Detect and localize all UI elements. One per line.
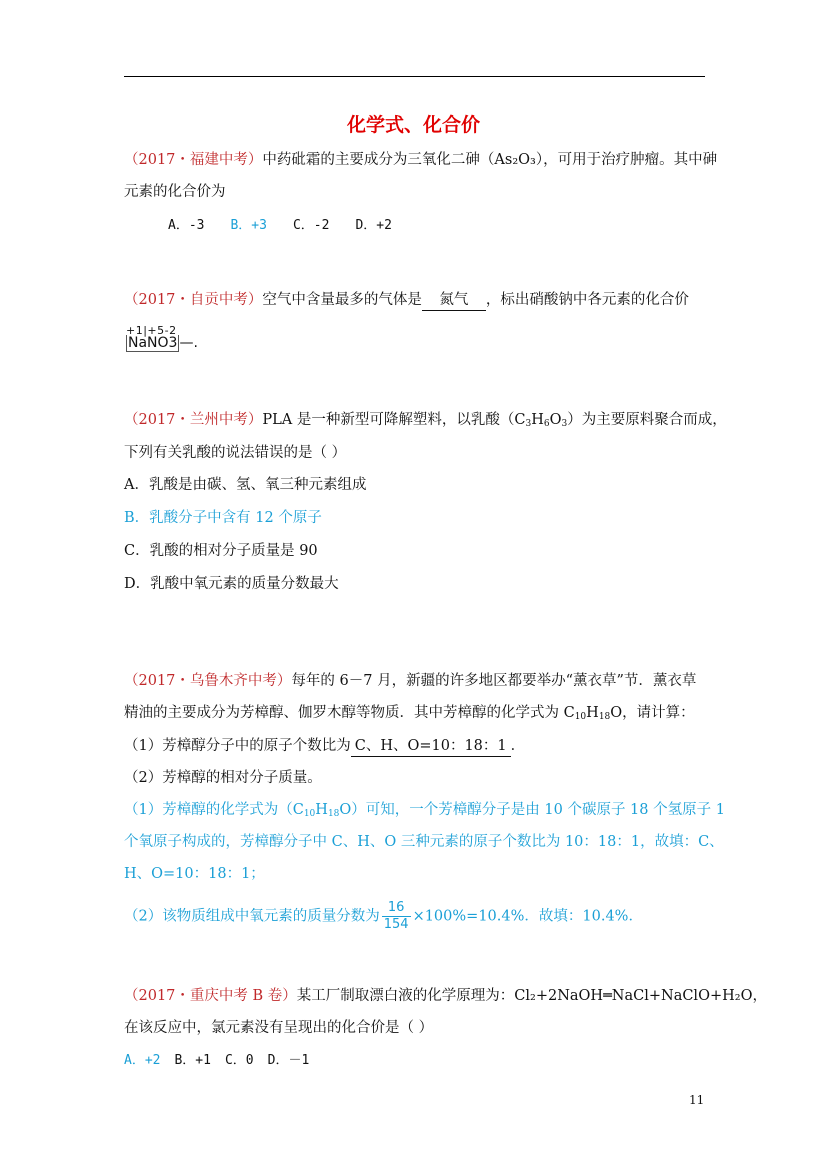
q5-option-c: C．0 [224,1053,254,1068]
q2-formula-image [126,324,198,351]
q5-option-a: A．+2 [124,1053,161,1068]
q2-valences: +1|+5-2 [126,324,177,337]
q5-source: （2017・重庆中考 B 卷） [124,988,297,1004]
q5-options [124,1051,335,1071]
q2-source: （2017・自贡中考） [124,292,263,308]
q4-fraction: $\frac{16}{154}$ [383,900,409,932]
q4-solution-line3: H、O=10：18：1； [124,866,265,882]
q3-option-c: C．乳酸的相对分子质量是 90 [124,543,318,559]
q3-source: （2017・兰州中考） [124,412,263,428]
q1-option-a: A．-3 [168,218,205,233]
q4-line1: （2017・乌鲁木齐中考）每年的 6－7 月，新疆的许多地区都要举办“薰衣草”节．薰衣草 [124,673,697,689]
q2-formula: NaNO3 [128,335,178,351]
q5-line2: 在该反应中，氯元素没有呈现出的化合价是（ ） [124,1020,434,1036]
q4-part2: （2）芳樟醇的相对分子质量。 [124,770,322,786]
q1-option-b: B．+3 [230,218,267,233]
q1-line2: 元素的化合价为 [124,184,226,200]
q4-solution-line1: （1）芳樟醇的化学式为$(C_{10}H_{18}O)$可知，一个芳樟醇分子是由 10 个碳原子 18 个氢原子 1 [124,802,725,819]
q3-option-b: B．乳酸分子中含有 12 个原子 [124,510,322,526]
q3-line2: 下列有关乳酸的说法错误的是（ ） [124,445,347,461]
q3-option-d: D．乳酸中氧元素的质量分数最大 [124,576,339,592]
q1-option-c: C．-2 [292,218,330,233]
q1-line1: （2017・福建中考）中药砒霜的主要成分为三氧化二砷（As₂O₃），可用于治疗肿瘤。其中砷 [124,152,718,168]
q5-option-b: B．+1 [174,1053,211,1068]
q5-line1: （2017・重庆中考 B 卷）某工厂制取漂白液的化学原理为：Cl₂+2NaOH═NaCl+NaClO+H₂O， [124,988,767,1004]
q4-solution-line2: 个氧原子构成的，芳樟醇分子中 C、H、O 三种元素的原子个数比为 10：18：1，故填：C、 [124,834,724,850]
q5-option-d: D．－1 [267,1053,310,1068]
q1-options [168,216,418,236]
q4-part1: （1）芳樟醇分子中的原子个数比为 C、H、O=10：18：1 ． [124,736,525,757]
q2-tail: —. [179,335,198,351]
q1-option-d: D．+2 [355,218,392,233]
q4-solution-line4: （2）该物质组成中氧元素的质量分数为 $\frac{16}{154}$ ×100%=10.4%．故填：10.4%． [124,900,643,932]
q1-source: （2017・福建中考） [124,152,263,168]
page-number: 11 [689,1093,705,1107]
q3-line1: （2017・兰州中考）PLA 是一种新型可降解塑料，以乳酸$(C_3H_6O_3)$为主要原料聚合而成， [124,412,727,429]
page-title: 化学式、化合价 [346,114,480,136]
q2-answer: 氮气 [422,290,486,311]
q2-line1: （2017・自贡中考）空气中含量最多的气体是 氮气 ，标出硝酸钠中各元素的化合价 [124,290,689,311]
q4-source: （2017・乌鲁木齐中考） [124,673,292,689]
q4-part1-answer: C、H、O=10：18：1 [351,736,511,757]
header-rule [124,76,705,77]
q4-line2: 精油的主要成分为芳樟醇、伽罗木醇等物质．其中芳樟醇的化学式为 $C_{10}H_{18}O$，请计算： [124,705,695,722]
q3-option-a: A．乳酸是由碳、氢、氧三种元素组成 [124,477,367,493]
